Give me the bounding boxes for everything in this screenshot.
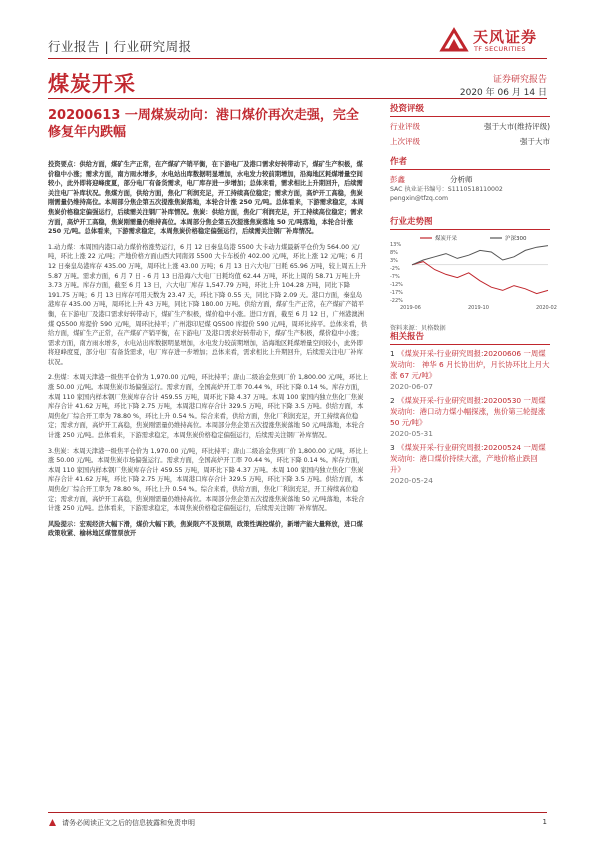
related-section: [390, 330, 550, 486]
coking-coal-paragraph: 2.焦煤：本周天津港一级焦平仓价为 1,970.00 元/吨，环比持平；唐山二级冶金焦到厂价 1,800.00 元/吨，环比上涨 50.00 元/吨。本周焦炭市场偏强运行。需求方面，全国高炉开工率 70.44 %，环比下降 0.14 %。库存方面，本周 110 家国内样本钢厂焦炭库存合计 459.55 万吨，周环比下降 4.37 万吨。本周 100 家国内独立焦化厂焦炭库存合计 41.62 万吨，环比下降 2.75 万吨，本周港口库存合计 329.5 万吨，环比下降 3.5 万吨。供给方面，本周焦化厂综合开工率为 78.80 %，环比上升 0.54 %。综合来看，供给方面，焦化厂利润充足，开工持续高位稳定；需求方面，高炉开工高稳，焦炭刚需量仍维持高位。本周部分焦企第五次提涨焦炭落地 50 元/吨落地，本轮合计涨 250 元/吨。总体看来，下游需求稳定，本周焦炭价格稳定偏强运行，后续需关注钢厂补库情况。: [48, 374, 368, 440]
related-rule: [390, 344, 550, 345]
footer-logo-icon: [48, 818, 57, 827]
report-title: 20200613 一周煤炭动向：港口煤价再次走强，完全修复年内跌幅: [48, 108, 359, 140]
summary-paragraph: 投资要点：供给方面，煤矿生产正常，在产煤矿产销平衡，在下游电厂及港口需求好转带动下，煤矿生产积极，煤价稳中小涨；需求方面，南方雨水增多，水电站出库数据明显增加，水电发力较前期增加，沿海地区耗煤增量空间较小，此外即将迎峰度夏，部分电厂有备货需求，电厂库存进一步增加；总体来看，需求相比上升期回升，后续需关注电厂补库状况。焦煤方面，供给方面，焦化厂利润充足，开工持续高位稳定；需求方面，高炉开工高稳，焦炭刚需量仍维持高位。本周部分焦企第五次提涨焦炭落地，本轮合计涨 250 元/吨。总体看来，下游需求稳定，本周焦炭价格稳定偏强运行，后续需关注钢厂补库情况。焦炭：供给方面，焦化厂利润充足，开工持续高位稳定；需求方面，高炉开工高稳，焦炭刚需量仍维持高位。本周部分焦企第五次提涨焦炭落地 50 元/吨落地，本轮合计涨 250 元/吨。总体看来，下游需求稳定，本周焦炭价格稳定偏强运行，后续需关注钢厂补库情况。: [48, 161, 364, 236]
y-tick-label: 3%: [390, 258, 398, 264]
company-logo: [439, 24, 547, 58]
breadcrumb: 行业报告 | 行业研究周报: [48, 39, 192, 54]
author-rule: [390, 169, 550, 170]
x-tick-label: 2019-06: [400, 305, 421, 311]
related-date: 2020-06-07: [390, 382, 433, 391]
related-title: 《煤炭开采-行业研究周报:20200524 一周煤炭动向：港口煤价持续大涨，产地价格止跌回升》: [390, 443, 546, 474]
y-tick-label: 13%: [390, 242, 402, 248]
logo-text: 天风证券: [473, 28, 538, 46]
related-date: 2020-05-31: [390, 429, 433, 438]
y-tick-label: -17%: [390, 290, 403, 296]
thermal-coal-paragraph: 1.动力煤：本周国内港口动力煤价格涨势运行，6 月 12 日秦皇岛港 5500 大卡动力煤最新平仓价为 564.00 元/吨，环比上涨 22 元/吨；产地价格方面山西大同南郊 5500 大卡车板价 402.00 元/吨，环比上涨 12 元/吨；6 月 12 日秦皇岛港库存 435.00 万吨，周环比上涨 43.00 万吨；6 月 13 日六大电厂日耗 65.96 万吨，较上周五上升 5.87 万吨。需求方面，6 月 7 日 - 6 月 13 日沿海六大电厂日耗均值 62.44 万吨，环比上周的 58.71 万吨上升 3.73 万吨。库存方面，截至 6 月 13 日，六大电厂库存 1,547.79 万吨，环比上升 104.28 万吨，同比下降 191.75 万吨；6 月 13 日库存可用天数为 23.47 天，环比下降 0.55 天，同比下降 2.09 天。港口方面，秦皇岛港库存 435.00 万吨，周环比上升 43 万吨，同比下降 180.00 万吨。供给方面，煤矿生产正常，在产煤矿产销平衡，在下游电厂及港口需求好转带动下，煤矿生产积极，煤价稳中小涨。进口方面，截至 6 月 12 日，广州港澳洲煤 Q5500 库提价 590 元/吨，周环比持平；广州港印尼煤 Q5500 库提价 590 元/吨，周环比持平。总体来看，供给方面，煤矿生产正常，在产煤矿产销平衡，在下游电厂及港口需求好转带动下，煤矿生产积极，煤价稳中小涨；需求方面，南方雨水增多，水电站出库数据明显增加，水电发力较前期增加，沿海地区耗煤增量空间较小，此外即将迎峰度夏，部分电厂有备货需求，电厂库存进一步增加；总体来看，需求相比上升期回升，后续需关注电厂补库状况。: [48, 243, 368, 366]
y-tick-label: -22%: [390, 298, 403, 304]
related-num: 2: [390, 396, 395, 405]
rating-row: [390, 121, 550, 132]
y-tick-label: -12%: [390, 282, 403, 288]
rating-label: 上次评级: [390, 137, 420, 146]
page-number: 1: [542, 818, 547, 826]
x-tick-label: 2020-02: [536, 305, 557, 311]
report-body: [48, 160, 368, 545]
legend-label: 煤炭开采: [435, 236, 458, 242]
footer-rule: [48, 812, 547, 813]
related-date: 2020-05-24: [390, 476, 433, 485]
report-date: 2020 年 06 月 14 日: [459, 88, 547, 98]
y-tick-label: -2%: [390, 266, 400, 272]
sector-name: 煤炭开采: [48, 72, 136, 96]
author-email[interactable]: pengxin@tfzq.com: [390, 195, 449, 202]
logo-subtext: TF SECURITIES: [474, 45, 526, 53]
related-num: 1: [390, 349, 395, 358]
header-rule: [48, 58, 547, 59]
related-num: 3: [390, 443, 395, 452]
author-name: 彭鑫: [390, 175, 405, 184]
related-title: 《煤炭开采-行业研究周报:20200606 一周煤炭动向： 神华 6 月长协出炉，月长协环比上月大涨 67 元/吨》: [390, 349, 550, 380]
risk-paragraph: 风险提示：宏观经济大幅下滑，煤价大幅下跌，焦炭限产不及预期，政策性调控煤价，新增产能大量释放，进口煤政策收紧、榆林地区煤管票放开: [48, 520, 363, 538]
trend-chart: [390, 234, 557, 312]
y-tick-label: -7%: [390, 274, 400, 280]
y-tick-label: 8%: [390, 250, 398, 256]
rating-label: 行业评级: [390, 122, 420, 131]
related-title: 《煤炭开采-行业研究周报:20200530 一周煤炭动向：港口动力煤小幅探涨，焦价第三轮提涨 50 元/吨》: [390, 396, 546, 427]
series-line: [412, 246, 548, 265]
title-rule: [48, 98, 547, 99]
chart-source: 资料来源：贝格数据: [390, 325, 446, 332]
legend-label: 沪深300: [505, 236, 527, 242]
x-tick-label: 2019-10: [468, 305, 489, 311]
author-heading: 作者: [390, 157, 408, 167]
series-line: [412, 262, 548, 294]
rating-value: 强于大市(维持评级): [484, 122, 550, 131]
trend-rule: [390, 229, 550, 230]
author-license: SAC 执业证书编号：S1110518110002: [390, 186, 503, 193]
coke-paragraph: 3.焦炭：本周天津港一级焦平仓价为 1,970.00 元/吨，环比持平；唐山二级冶金焦到厂价 1,800.00 元/吨，环比上涨 50.00 元/吨。本周焦炭市场偏强运行。需求方面，全国高炉开工率 70.44 %，环比下降 0.14 %。库存方面，本周 110 家国内样本钢厂焦炭库存合计 459.55 万吨，周环比下降 4.37 万吨。本周 100 家国内独立焦化厂焦炭库存合计 41.62 万吨，环比下降 2.75 万吨，本周港口库存合计 329.5 万吨，环比下降 3.5 万吨。供给方面，本周焦化厂综合开工率为 78.80 %，环比上升 0.54 %。综合来看，供给方面，焦化厂利润充足，开工持续高位稳定；需求方面，高炉开工高稳，焦炭刚需量仍维持高位。本周部分焦企第五次提涨焦炭落地 50 元/吨落地，本轮合计涨 250 元/吨。总体看来，下游需求稳定，本周焦炭价格稳定偏强运行，后续需关注钢厂补库情况。: [48, 447, 368, 513]
related-heading: 相关报告: [390, 332, 425, 342]
related-item[interactable]: [390, 348, 550, 392]
author-title: 分析师: [450, 175, 473, 184]
rating-section: [390, 102, 550, 147]
rating-heading: 投资评级: [390, 104, 425, 114]
trend-heading: 行业走势图: [390, 217, 433, 227]
rating-rule: [390, 116, 550, 117]
author-section: [390, 155, 550, 203]
logo-mark-icon: [439, 26, 469, 54]
related-item[interactable]: [390, 395, 550, 439]
rating-value: 强于大市: [520, 137, 550, 146]
related-item[interactable]: [390, 442, 550, 486]
trend-section: [390, 215, 557, 333]
report-type: 证券研究报告: [492, 75, 547, 85]
rating-row: [390, 136, 550, 147]
footer-disclaimer: 请务必阅读正文之后的信息披露和免责申明: [62, 819, 195, 827]
